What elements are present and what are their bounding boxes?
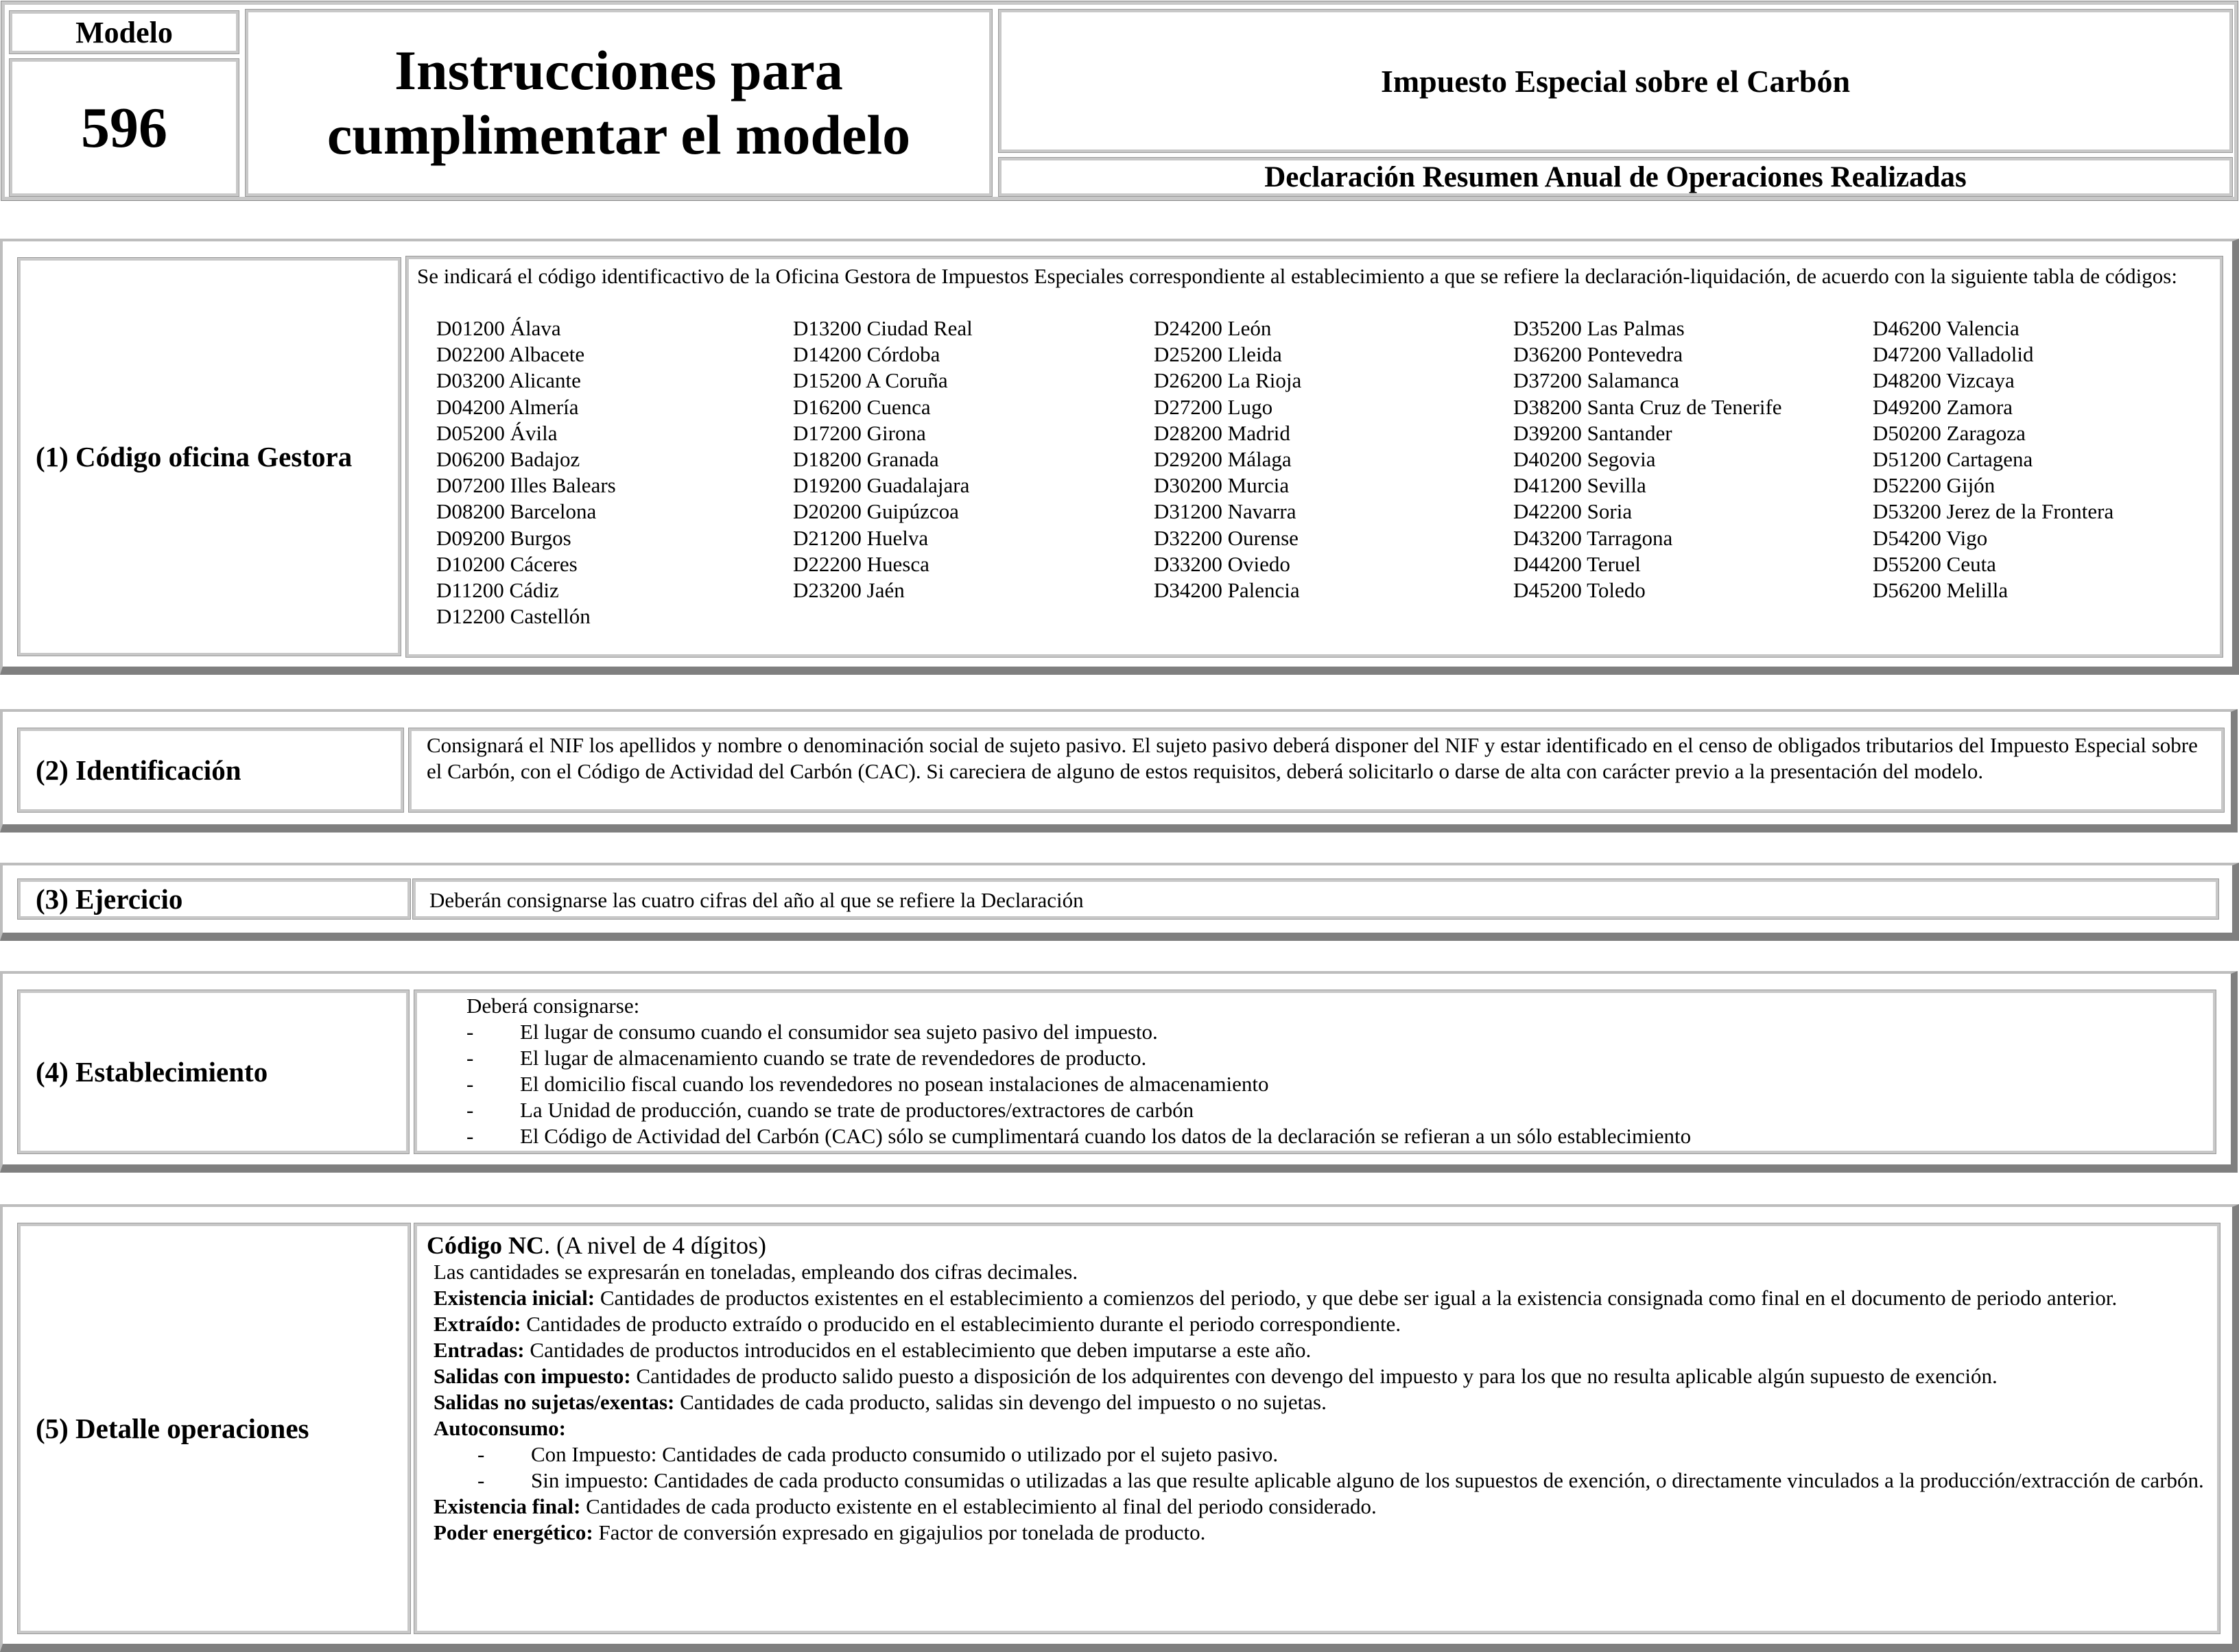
office-code-entry: D50200 Zaragoza bbox=[1873, 420, 2026, 445]
office-code-entry: D46200 Valencia bbox=[1873, 316, 2019, 340]
office-code-entry: D55200 Ceuta bbox=[1873, 551, 1996, 576]
dash-bullet: - bbox=[477, 1468, 485, 1492]
office-code-entry: D29200 Málaga bbox=[1154, 447, 1292, 472]
office-code-entry: D12200 Castellón bbox=[436, 604, 591, 629]
office-code-entry: D26200 La Rioja bbox=[1154, 368, 1302, 393]
office-code-entry: D01200 Álava bbox=[436, 316, 561, 340]
dash-bullet: - bbox=[477, 1442, 485, 1466]
office-code-entry: D49200 Zamora bbox=[1873, 394, 2013, 419]
office-code-entry: D21200 Huelva bbox=[793, 525, 929, 550]
establishment-item bbox=[466, 1045, 2199, 1071]
office-code-entry: D33200 Oviedo bbox=[1154, 551, 1290, 576]
salidas-con-impuesto: Salidas con impuesto: Cantidades de producto salido puesto a disposición de los adquirentes con devengo del impuesto y para los que no resulta aplicable algún supuesto de exención. bbox=[434, 1364, 1998, 1388]
dash-bullet: - bbox=[466, 1072, 474, 1096]
office-code-entry: D45200 Toledo bbox=[1513, 578, 1646, 603]
declaration-name: Declaración Resumen Anual de Operaciones Realizadas bbox=[999, 158, 2232, 196]
office-code-entry: D36200 Pontevedra bbox=[1513, 342, 1683, 367]
office-code-entry: D03200 Alicante bbox=[436, 368, 581, 393]
office-code-entry: D10200 Cáceres bbox=[436, 551, 578, 576]
office-code-entry: D06200 Badajoz bbox=[436, 447, 580, 472]
dash-bullet: - bbox=[466, 1020, 474, 1044]
office-code-entry: D32200 Ourense bbox=[1154, 525, 1299, 550]
office-code-entry: D18200 Granada bbox=[793, 447, 939, 472]
section-5-label: (5) Detalle operaciones bbox=[18, 1223, 410, 1633]
salidas-no-sujetas: Salidas no sujetas/exentas: Cantidades de cada producto, salidas sin devengo del impuesto o no sujetas. bbox=[434, 1390, 1327, 1414]
office-code-entry: D41200 Sevilla bbox=[1513, 473, 1646, 498]
office-code-entry: D40200 Segovia bbox=[1513, 447, 1656, 472]
section-4-content bbox=[414, 990, 2216, 1153]
office-code-entry: D28200 Madrid bbox=[1154, 420, 1290, 445]
section-4-intro: Deberá consignarse: bbox=[466, 994, 640, 1018]
section-1-intro: Se indicará el código identificactivo de la Oficina Gestora de Impuestos Especiales correspondiente al establecimiento a que se refiere la declaración-liquidación, de acuerdo con la siguiente tabla de códigos: bbox=[417, 264, 2177, 288]
office-code-entry: D34200 Palencia bbox=[1154, 578, 1300, 603]
modelo-label: Modelo bbox=[10, 11, 239, 53]
office-code-entry: D56200 Melilla bbox=[1873, 578, 2009, 603]
office-code-entry: D17200 Girona bbox=[793, 420, 926, 445]
office-code-entry: D30200 Murcia bbox=[1154, 473, 1290, 498]
office-code-entry: D47200 Valladolid bbox=[1873, 342, 2034, 367]
office-code-entry: D31200 Navarra bbox=[1154, 499, 1296, 524]
establishment-item-text: El domicilio fiscal cuando los revendedores no posean instalaciones de almacenamiento bbox=[520, 1072, 1269, 1096]
office-code-entry: D15200 A Coruña bbox=[793, 368, 948, 393]
office-code-entry: D44200 Teruel bbox=[1513, 551, 1641, 576]
office-code-column bbox=[1154, 315, 1513, 630]
office-code-column bbox=[1513, 315, 1873, 630]
dash-bullet: - bbox=[466, 1124, 474, 1148]
autoconsumo-item bbox=[477, 1468, 2207, 1494]
section-2-content: Consignará el NIF los apellidos y nombre o denominación social de sujeto pasivo. El sujeto pasivo deberá disponer del NIF y estar identificado en el censo de obligados tributarios del Impuesto Especial sobre el Carbón, con el Código de Actividad del Carbón (CAC). Si careciera de alguno de estos requisitos, deberá solicitarlo o darse de alta con carácter previo a la presentación del modelo. bbox=[409, 728, 2224, 812]
office-code-entry: D22200 Huesca bbox=[793, 551, 929, 576]
section-1-label: (1) Código oficina Gestora bbox=[18, 258, 401, 656]
office-code-entry: D04200 Almería bbox=[436, 394, 579, 419]
office-code-entry: D11200 Cádiz bbox=[436, 578, 559, 603]
nc-code-heading: Código NC. (A nivel de 4 dígitos) bbox=[427, 1232, 766, 1259]
office-code-entry: D16200 Cuenca bbox=[793, 394, 931, 419]
section-3-content: Deberán consignarse las cuatro cifras del año al que se refiere la Declaración bbox=[413, 879, 2218, 919]
autoconsumo: Autoconsumo: bbox=[434, 1416, 566, 1440]
establishment-item bbox=[466, 1019, 2199, 1045]
office-code-entry: D05200 Ávila bbox=[436, 420, 558, 445]
poder-energetico: Poder energético: Factor de conversión expresado en gigajulios por tonelada de producto. bbox=[434, 1520, 1206, 1544]
office-code-entry: D35200 Las Palmas bbox=[1513, 316, 1685, 340]
establishment-item-text: La Unidad de producción, cuando se trate de productores/extractores de carbón bbox=[520, 1098, 1194, 1122]
office-code-table bbox=[417, 315, 2212, 630]
office-code-entry: D38200 Santa Cruz de Tenerife bbox=[1513, 394, 1782, 419]
existencia-final: Existencia final: Cantidades de cada producto existente en el establecimiento al final del periodo considerado. bbox=[434, 1494, 1377, 1518]
autoconsumo-list bbox=[427, 1441, 2207, 1494]
office-code-entry: D19200 Guadalajara bbox=[793, 473, 970, 498]
office-code-column bbox=[436, 315, 793, 630]
autoconsumo-item bbox=[477, 1441, 2207, 1468]
office-code-entry: D07200 Illes Balears bbox=[436, 473, 616, 498]
existencia-inicial: Existencia inicial: Cantidades de productos existentes en el establecimiento a comienzos del periodo, y que debe ser igual a la existencia consignada como final en el documento de periodo anterior. bbox=[434, 1286, 2118, 1310]
office-code-entry: D39200 Santander bbox=[1513, 420, 1672, 445]
office-code-entry: D24200 León bbox=[1154, 316, 1272, 340]
tax-name: Impuesto Especial sobre el Carbón bbox=[999, 10, 2232, 152]
dash-bullet: - bbox=[466, 1046, 474, 1070]
page-title-line1: Instrucciones para bbox=[394, 39, 843, 101]
office-code-entry: D48200 Vizcaya bbox=[1873, 368, 2015, 393]
extraido: Extraído: Cantidades de producto extraído o producido en el establecimiento durante el periodo correspondiente. bbox=[434, 1312, 1401, 1336]
office-code-entry: D37200 Salamanca bbox=[1513, 368, 1679, 393]
establishment-item bbox=[466, 1123, 2199, 1149]
establishment-list bbox=[466, 1019, 2199, 1149]
establishment-item-text: El Código de Actividad del Carbón (CAC) sólo se cumplimentará cuando los datos de la declaración se refieran a un sólo establecimiento bbox=[520, 1124, 1692, 1148]
entradas: Entradas: Cantidades de productos introducidos en el establecimiento que deben imputarse a este año. bbox=[434, 1338, 1312, 1362]
modelo-number: 596 bbox=[10, 59, 239, 196]
autoconsumo-item-text: Con Impuesto: Cantidades de cada producto consumido o utilizado por el sujeto pasivo. bbox=[531, 1442, 1279, 1466]
office-code-column bbox=[1873, 315, 2202, 630]
office-code-entry: D52200 Gijón bbox=[1873, 473, 1995, 498]
office-code-entry: D27200 Lugo bbox=[1154, 394, 1273, 419]
establishment-item-text: El lugar de almacenamiento cuando se trate de revendedores de producto. bbox=[520, 1046, 1147, 1070]
page-title-line2: cumplimentar el modelo bbox=[327, 104, 911, 166]
office-code-entry: D54200 Vigo bbox=[1873, 525, 1988, 550]
office-code-entry: D23200 Jaén bbox=[793, 578, 905, 603]
office-code-entry: D43200 Tarragona bbox=[1513, 525, 1673, 550]
office-code-entry: D51200 Cartagena bbox=[1873, 447, 2033, 472]
office-code-entry: D20200 Guipúzcoa bbox=[793, 499, 959, 524]
office-code-entry: D42200 Soria bbox=[1513, 499, 1633, 524]
establishment-item bbox=[466, 1071, 2199, 1097]
office-code-entry: D14200 Córdoba bbox=[793, 342, 940, 367]
office-code-column bbox=[793, 315, 1154, 630]
section-1-content bbox=[406, 256, 2223, 657]
page-title bbox=[246, 10, 992, 196]
office-code-entry: D02200 Albacete bbox=[436, 342, 585, 367]
office-code-entry: D13200 Ciudad Real bbox=[793, 316, 973, 340]
units-note: Las cantidades se expresarán en toneladas, empleando dos cifras decimales. bbox=[434, 1260, 1078, 1284]
section-5-content bbox=[414, 1223, 2220, 1633]
section-2-label: (2) Identificación bbox=[18, 728, 403, 812]
office-code-entry: D53200 Jerez de la Frontera bbox=[1873, 499, 2114, 524]
establishment-item bbox=[466, 1097, 2199, 1123]
office-code-entry: D08200 Barcelona bbox=[436, 499, 597, 524]
establishment-item-text: El lugar de consumo cuando el consumidor sea sujeto pasivo del impuesto. bbox=[520, 1020, 1158, 1044]
autoconsumo-item-text: Sin impuesto: Cantidades de cada producto consumidas o utilizadas a las que resulte aplicable alguno de los supuestos de exención, o directamente vinculados a la producción/extracción de carbón. bbox=[531, 1468, 2204, 1492]
section-4-label: (4) Establecimiento bbox=[18, 990, 409, 1153]
office-code-entry: D25200 Lleida bbox=[1154, 342, 1282, 367]
section-3-label: (3) Ejercicio bbox=[18, 879, 410, 919]
dash-bullet: - bbox=[466, 1098, 474, 1122]
office-code-entry: D09200 Burgos bbox=[436, 525, 571, 550]
